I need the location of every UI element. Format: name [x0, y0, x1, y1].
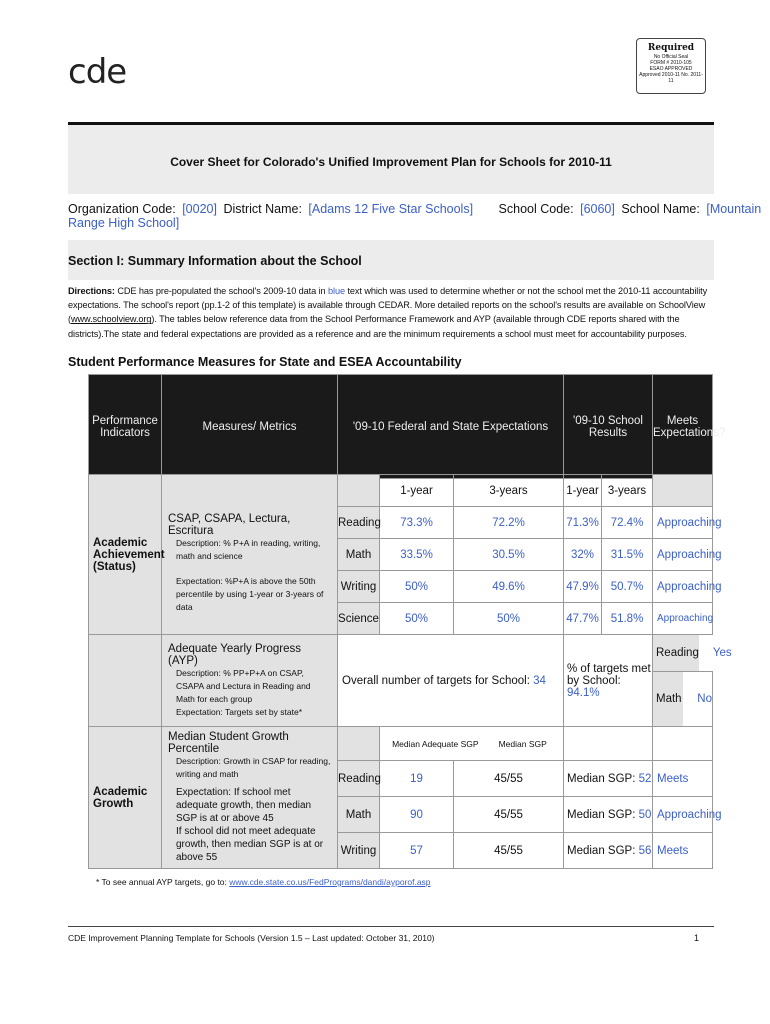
- cde-logo: cde: [68, 52, 127, 92]
- header-performance-indicators: Performance Indicators: [89, 375, 162, 479]
- header-expectations: '09-10 Federal and State Expectations: [338, 375, 564, 479]
- subheader-3years: 3-years: [454, 475, 564, 507]
- school-code-label: School Code:: [498, 202, 574, 216]
- stamp-line: No Official Seal: [653, 54, 689, 60]
- achievement-measure-title: CSAP, CSAPA, Lectura, Escritura: [168, 513, 291, 537]
- indicator-academic-growth: Academic Growth: [89, 727, 162, 869]
- performance-measures-title: Student Performance Measures for State and ESEA Accountability: [68, 355, 462, 369]
- adequate-sgp: 57: [380, 833, 454, 869]
- blank-cell: [338, 475, 380, 507]
- achievement-measure-cell: [162, 475, 338, 635]
- subheader-1year: 1-year: [380, 475, 454, 507]
- ayp-value: No: [683, 672, 712, 726]
- meets-value: Approaching: [653, 603, 713, 635]
- district-value: [Adams 12 Five Star Schools]: [308, 202, 474, 216]
- growth-col-headers: [380, 727, 564, 761]
- median-sgp-expectation: 45/55: [454, 797, 564, 833]
- directions-text: CDE has pre-populated the school's 2009-10 data in: [114, 286, 329, 296]
- ayp-value: Yes: [699, 635, 732, 671]
- ayp-subject: Reading: [656, 647, 699, 659]
- page-number: 1: [694, 933, 700, 943]
- growth-measure-title: Median Student Growth Percentile: [168, 731, 289, 755]
- expectation-3years: 49.6%: [454, 571, 564, 603]
- blank-cell: [653, 475, 713, 507]
- header-meets: Meets Expectations?: [653, 375, 713, 479]
- median-sgp-label: Median SGP:: [567, 844, 636, 857]
- performance-table: [88, 374, 726, 479]
- meets-value: Meets: [653, 761, 713, 797]
- stamp-line: ESAO APPROVED: [649, 66, 693, 72]
- organization-line: [68, 202, 770, 230]
- directions-label: Directions:: [68, 286, 115, 296]
- expectation-1year: 50%: [380, 571, 454, 603]
- ayp-targets-value: 34: [533, 674, 546, 687]
- ayp-targets-label: Overall number of targets for School:: [342, 674, 530, 687]
- performance-table-body: [88, 474, 732, 869]
- footer-divider: [68, 926, 714, 927]
- directions-text: ). The tables below reference data from the School Performance Framework and AYP (available through CDE reports shared with the districts).The state and federal expectations are provided as a reference and are the minimum requirements a school must meet for accountability purposes.: [68, 314, 687, 339]
- directions-paragraph: [68, 284, 714, 341]
- footer-text: CDE Improvement Planning Template for Schools (Version 1.5 – Last updated: October 31, 2010): [68, 933, 435, 943]
- directions-blue-word: blue: [328, 286, 345, 296]
- ayp-row: [89, 635, 713, 672]
- result-1year: 47.9%: [564, 571, 602, 603]
- subject-label: Science: [338, 603, 380, 635]
- subject-label: Reading: [338, 761, 380, 797]
- col-median-adequate-sgp: Median Adequate SGP: [392, 738, 479, 749]
- meets-value: Meets: [653, 833, 713, 869]
- header-results: '09-10 School Results: [564, 375, 653, 479]
- median-sgp-value: 56: [638, 844, 652, 857]
- stamp-line: FORM # 2010-105: [650, 60, 692, 66]
- ayp-reading-cell: [653, 635, 732, 672]
- adequate-sgp: 19: [380, 761, 454, 797]
- stamp-title: Required: [647, 43, 695, 53]
- org-code-value: [0020]: [182, 202, 217, 216]
- section-title: Section I: Summary Information about the School: [68, 254, 362, 268]
- median-sgp-expectation: 45/55: [454, 833, 564, 869]
- footnote: [96, 877, 431, 887]
- subject-label: Writing: [338, 571, 380, 603]
- result-3years: 72.4%: [602, 507, 653, 539]
- ayp-subject: Math: [656, 693, 682, 705]
- growth-description: Description: Growth in CSAP for reading, writing and math: [176, 756, 331, 779]
- subject-label: Math: [338, 539, 380, 571]
- growth-header-row: [89, 727, 713, 761]
- footnote-text: * To see annual AYP targets, go to:: [96, 877, 230, 887]
- median-sgp-label: Median SGP:: [567, 772, 636, 785]
- expectation-1year: 73.3%: [380, 507, 454, 539]
- cover-banner: [68, 122, 714, 194]
- table-header-row: [89, 375, 713, 479]
- result-1year: 71.3%: [564, 507, 602, 539]
- growth-expectation: Expectation: If school met adequate growth, then median SGP is at or above 45: [176, 787, 312, 824]
- median-sgp-result: [564, 761, 653, 797]
- result-3years: 31.5%: [602, 539, 653, 571]
- median-sgp-value: 50: [638, 808, 652, 821]
- ayp-targets-cell: [338, 635, 564, 727]
- achievement-description: Description: % P+A in reading, writing, math and science: [176, 538, 321, 561]
- meets-value: Approaching: [653, 539, 713, 571]
- median-sgp-value: 52: [638, 772, 652, 785]
- subheader-row: [89, 475, 713, 507]
- blank-cell: [89, 635, 162, 727]
- expectation-1year: 50%: [380, 603, 454, 635]
- subject-label: Math: [338, 797, 380, 833]
- growth-measure-cell: [162, 727, 338, 869]
- school-code-value: [6060]: [580, 202, 615, 216]
- ayp-pct-value: 94.1%: [567, 686, 600, 699]
- required-stamp: [636, 38, 706, 94]
- expectation-3years: 50%: [454, 603, 564, 635]
- school-name-label: School Name:: [621, 202, 700, 216]
- result-1year: 47.7%: [564, 603, 602, 635]
- median-sgp-expectation: 45/55: [454, 761, 564, 797]
- ayp-measure-title: Adequate Yearly Progress (AYP): [168, 642, 301, 667]
- ayp-expectation: Expectation: Targets set by state*: [176, 706, 302, 717]
- header-measures: Measures/ Metrics: [162, 375, 338, 479]
- blank-cell: [653, 727, 713, 761]
- ayp-math-cell: [653, 672, 713, 727]
- ayp-pct-label: % of targets met by School:: [567, 662, 651, 687]
- subject-label: Reading: [338, 507, 380, 539]
- meets-value: Approaching: [653, 797, 713, 833]
- ayp-targets-link[interactable]: www.cde.state.co.us/FedPrograms/dandi/ayporof.asp: [229, 877, 431, 887]
- median-sgp-label: Median SGP:: [567, 808, 636, 821]
- achievement-expectation: Expectation: %P+A is above the 50th percentile by using 1-year or 3-years of data: [176, 576, 324, 612]
- meets-value: Approaching: [653, 507, 713, 539]
- growth-expectation: If school did not meet adequate growth, then median SGP is at or above 55: [176, 826, 324, 863]
- indicator-academic-achievement: Academic Achievement (Status): [89, 475, 162, 635]
- org-code-label: Organization Code:: [68, 202, 176, 216]
- stamp-line: Approved 2010-11 No. 2011-11: [639, 72, 703, 84]
- school-name-value: [Mountain Range High School]: [68, 202, 762, 230]
- median-sgp-result: [564, 833, 653, 869]
- cover-title: Cover Sheet for Colorado's Unified Improvement Plan for Schools for 2010-11: [170, 155, 612, 169]
- expectation-3years: 30.5%: [454, 539, 564, 571]
- adequate-sgp: 90: [380, 797, 454, 833]
- subheader-3years: 3-years: [602, 475, 653, 507]
- meets-value: Approaching: [653, 571, 713, 603]
- ayp-pct-cell: [564, 635, 653, 727]
- district-label: District Name:: [223, 202, 302, 216]
- median-sgp-result: [564, 797, 653, 833]
- result-3years: 51.8%: [602, 603, 653, 635]
- col-median-sgp: Median SGP: [498, 738, 547, 749]
- subheader-1year: 1-year: [564, 475, 602, 507]
- blank-cell: [338, 727, 380, 761]
- expectation-3years: 72.2%: [454, 507, 564, 539]
- ayp-description: Description: % PP+P+A on CSAP, CSAPA and Lectura in Reading and Math for each group: [176, 667, 311, 704]
- result-1year: 32%: [564, 539, 602, 571]
- result-3years: 50.7%: [602, 571, 653, 603]
- directions-text: text which was used to determine whether or not the school met the 2010-11 accountability expectations. The school's report (pp.1-2 of this template) is available through CEDAR. More detailed reports on the school's results are available on SchoolView (: [68, 286, 708, 325]
- blank-cell: [564, 727, 653, 761]
- subject-label: Writing: [338, 833, 380, 869]
- ayp-measure-cell: [162, 635, 338, 727]
- expectation-1year: 33.5%: [380, 539, 454, 571]
- schoolview-link[interactable]: www.schoolview.org: [70, 314, 152, 325]
